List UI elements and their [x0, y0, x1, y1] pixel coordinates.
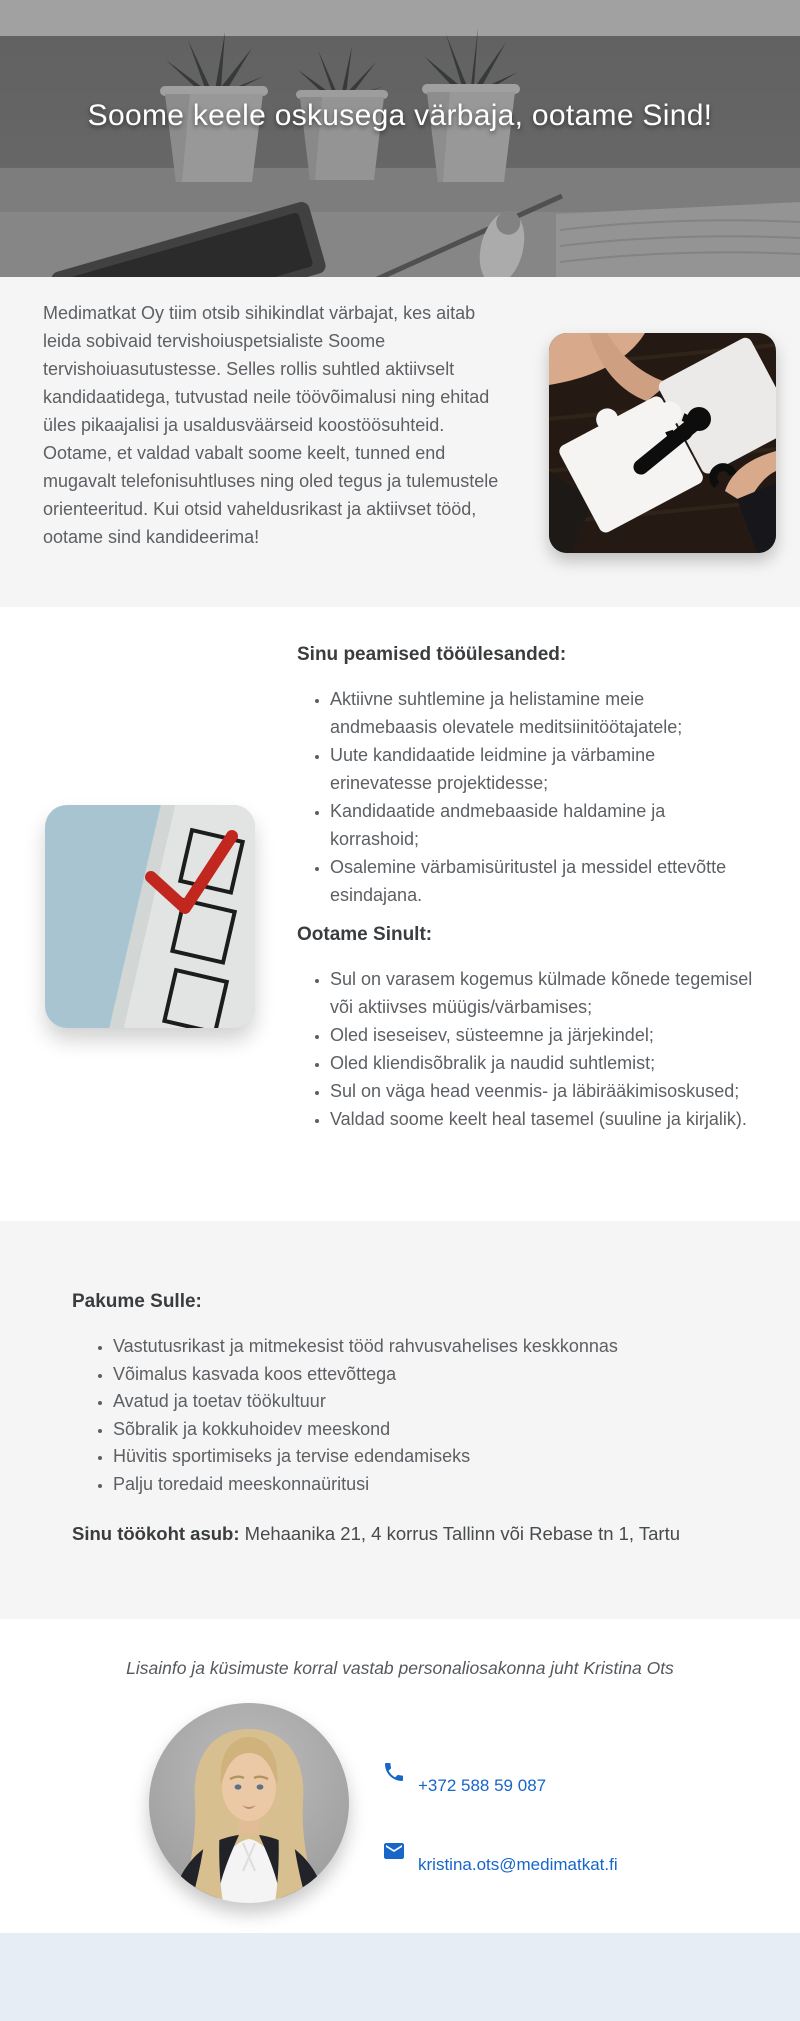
list-item: • Osalemine värbamisüritustel ja messidel ettevõtte esindajana.: [330, 853, 755, 909]
offer-heading: Pakume Sulle:: [72, 1291, 202, 1312]
list-item: • Sõbralik ja kokkuhoidev meeskond: [113, 1416, 740, 1444]
phone-icon: [382, 1760, 406, 1784]
phone-link[interactable]: +372 588 59 087: [418, 1776, 547, 1795]
list-item: • Sul on väga head veenmis- ja läbirääkimisoskused;: [330, 1077, 755, 1105]
contact-person-photo: [149, 1703, 349, 1903]
tasks-content-column: [297, 641, 755, 1133]
list-item: • Aktiivne suhtlemine ja helistamine meie andmebaasis olevatele meditsiinitöötajatele;: [330, 685, 755, 741]
contact-info: [382, 1760, 618, 1876]
intro-paragraph: Medimatkat Oy tiim otsib sihikindlat värbajat, kes aitab leida sobivaid tervishoiuspetsialiste Soome tervishoiuasutustesse. Selles rollis suhtled aktiivselt kandidaatidega, tutvustad neile töövõimalusi ning ehitad üles pikaajalisi ja usaldusväärseid koostöösuhteid. Ootame, et valdad vabalt soome keelt, tunned end mugavalt telefonisuhtluses ning oled tegus ja tulemustele orienteeritud. Kui otsid vaheldusrikast ja aktiivset tööd, ootame sind kandideerima!: [43, 303, 499, 547]
email-link[interactable]: kristina.ots@medimatkat.fi: [418, 1855, 618, 1874]
list-item: • Palju toredaid meeskonnaüritusi: [113, 1471, 740, 1499]
list-item: • Kandidaatide andmebaaside haldamine ja korrashoid;: [330, 797, 755, 853]
puzzle-photo-illustration: [549, 333, 776, 553]
list-item: • Uute kandidaatide leidmine ja värbamine erinevatesse projektidesse;: [330, 741, 755, 797]
phone-row: [382, 1760, 618, 1797]
offer-section: [0, 1221, 800, 1619]
tasks-section: [0, 607, 800, 1221]
checklist-image: [45, 805, 255, 1028]
list-item: • Sul on varasem kogemus külmade kõnede tegemisel või aktiivses müügis/värbamises;: [330, 965, 755, 1021]
contact-section: [0, 1619, 800, 1933]
email-row: [382, 1839, 618, 1876]
offer-list: [72, 1333, 740, 1498]
checklist-photo-illustration: [45, 805, 255, 1028]
work-location: [72, 1518, 692, 1549]
puzzle-image: [549, 333, 776, 553]
work-location-text: Mehaanika 21, 4 korrus Tallinn või Rebase tn 1, Tartu: [239, 1523, 681, 1544]
list-item: • Oled kliendisõbralik ja naudid suhtlemist;: [330, 1049, 755, 1077]
list-item: • Valdad soome keelt heal tasemel (suuline ja kirjalik).: [330, 1105, 755, 1133]
list-item: • Oled iseseisev, süsteemne ja järjekindel;: [330, 1021, 755, 1049]
contact-note: Lisainfo ja küsimuste korral vastab personaliosakonna juht Kristina Ots: [126, 1658, 674, 1678]
tasks-heading: Sinu peamised tööülesanded:: [297, 644, 567, 665]
list-item: • Vastutusrikast ja mitmekesist tööd rahvusvahelises keskkonnas: [113, 1333, 740, 1361]
intro-section: [0, 277, 800, 607]
footer: [0, 1933, 800, 2021]
list-item: • Avatud ja toetav töökultuur: [113, 1388, 740, 1416]
expectations-list: [297, 965, 755, 1133]
expectations-heading: Ootame Sinult:: [297, 924, 433, 945]
tasks-list: [297, 685, 755, 909]
avatar: [149, 1703, 349, 1903]
hero-banner: [0, 0, 800, 277]
page-title: Soome keele oskusega värbaja, ootame Sind!: [87, 99, 713, 132]
list-item: • Hüvitis sportimiseks ja tervise edendamiseks: [113, 1443, 740, 1471]
list-item: • Võimalus kasvada koos ettevõttega: [113, 1361, 740, 1389]
email-icon: [382, 1839, 406, 1863]
hero-background-image: [0, 0, 800, 277]
work-location-label: Sinu töökoht asub:: [72, 1523, 240, 1544]
